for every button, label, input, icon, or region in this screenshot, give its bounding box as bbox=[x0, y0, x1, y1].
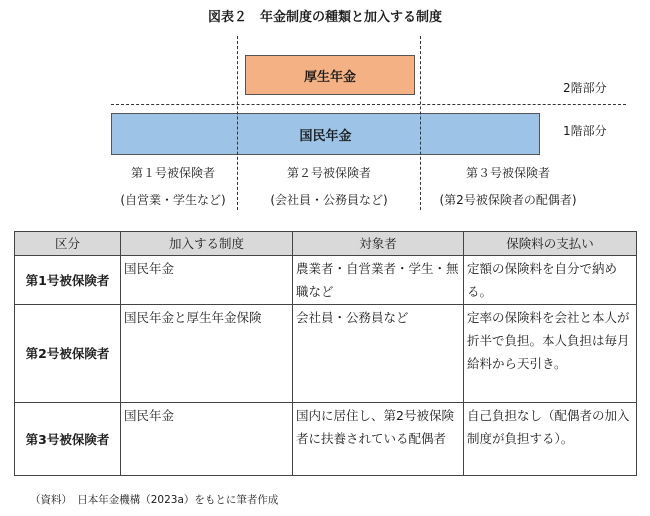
kousei-nenkin-box: 厚生年金 bbox=[245, 55, 415, 95]
row-category: 第3号被保険者 bbox=[15, 403, 121, 476]
header-payment: 保険料の支払い bbox=[464, 232, 637, 256]
row-category: 第2号被保険者 bbox=[15, 305, 121, 403]
source-note: （資料） 日本年金機構（2023a）をもとに筆者作成 bbox=[30, 494, 279, 506]
header-system: 加入する制度 bbox=[121, 232, 293, 256]
category-divider-right bbox=[420, 36, 421, 210]
level2-label: 2階部分 bbox=[563, 81, 607, 95]
kokumin-nenkin-box: 国民年金 bbox=[111, 113, 540, 155]
row-system: 国民年金 bbox=[121, 403, 293, 476]
table-row bbox=[15, 403, 637, 476]
row-target: 国内に居住し、第2号被保険者に扶養されている配偶者 bbox=[293, 403, 464, 476]
category-1 bbox=[92, 160, 254, 214]
row-payment: 定額の保険料を自分で納める。 bbox=[464, 256, 637, 305]
row-system: 国民年金 bbox=[121, 256, 293, 305]
category-3-name: 第３号被保険者 bbox=[465, 166, 550, 180]
category-2-name: 第２号被保険者 bbox=[286, 166, 371, 180]
row-category: 第1号被保険者 bbox=[15, 256, 121, 305]
category-2-note: (会社員・公務員など) bbox=[270, 193, 388, 207]
row-system: 国民年金と厚生年金保険 bbox=[121, 305, 293, 403]
table-row bbox=[15, 305, 637, 403]
row-payment: 自己負担なし（配偶者の加入制度が負担する）。 bbox=[464, 403, 637, 476]
row-target: 会社員・公務員など bbox=[293, 305, 464, 403]
header-target: 対象者 bbox=[293, 232, 464, 256]
figure-title: 図表２ 年金制度の種類と加入する制度 bbox=[207, 10, 442, 25]
category-1-note: (自営業・学生など) bbox=[120, 193, 226, 207]
category-2 bbox=[240, 160, 418, 214]
category-1-name: 第１号被保険者 bbox=[130, 166, 215, 180]
level1-label: 1階部分 bbox=[563, 124, 607, 138]
header-category: 区分 bbox=[15, 232, 121, 256]
table-header-row bbox=[15, 232, 637, 256]
level-divider-line bbox=[111, 104, 626, 105]
row-target: 農業者・自営業者・学生・無職など bbox=[293, 256, 464, 305]
pension-table bbox=[14, 231, 637, 476]
category-3-note: (第2号被保険者の配偶者) bbox=[439, 193, 577, 207]
table-row bbox=[15, 256, 637, 305]
row-payment: 定率の保険料を会社と本人が折半で負担。本人負担は毎月給料から天引き。 bbox=[464, 305, 637, 403]
category-3 bbox=[422, 160, 594, 214]
